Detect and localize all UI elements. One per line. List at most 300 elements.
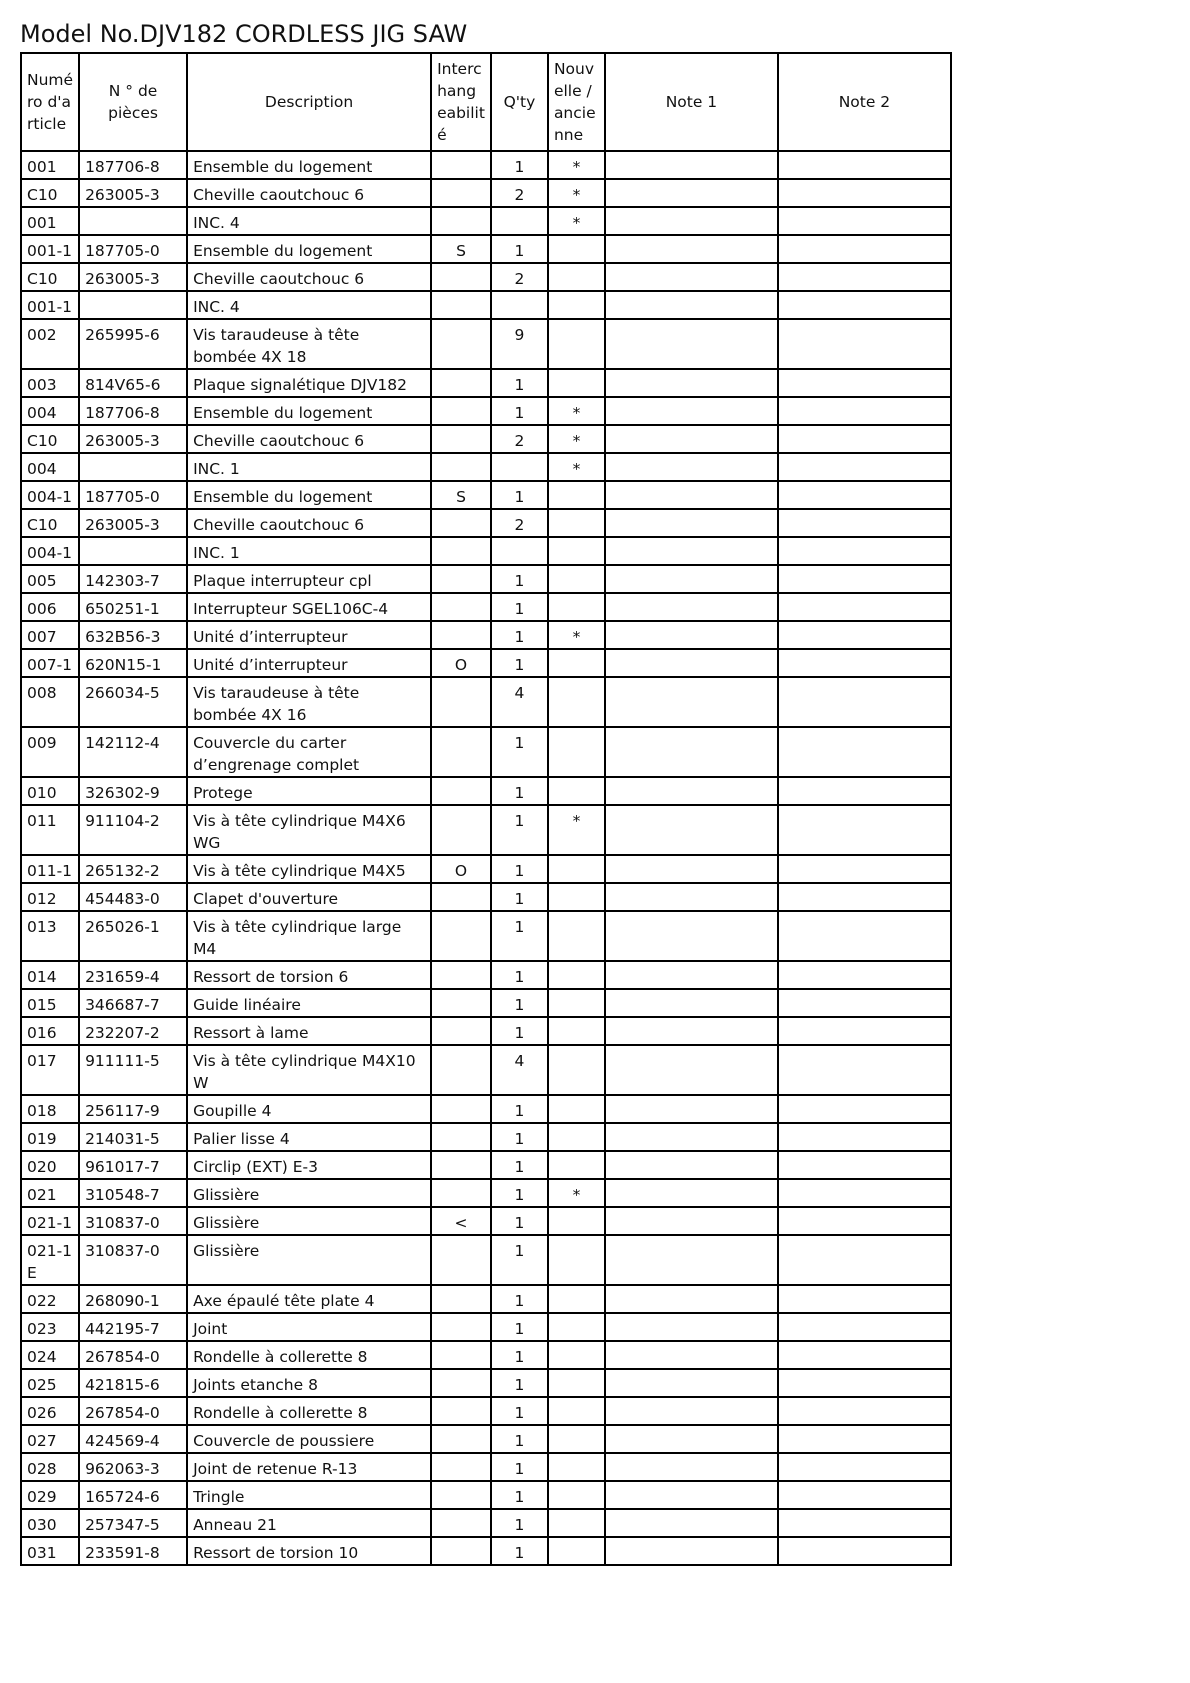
table-row xyxy=(21,1151,951,1179)
cell-note-2 xyxy=(778,565,951,593)
cell-note-1 xyxy=(605,397,778,425)
cell-note-2 xyxy=(778,1151,951,1179)
header-interchangeability: Interc hang eabilit é xyxy=(431,53,491,151)
table-row xyxy=(21,677,951,727)
cell-description: Ensemble du logement xyxy=(187,481,431,509)
cell-new-old xyxy=(548,235,605,263)
cell-interchangeability xyxy=(431,1453,491,1481)
cell-note-1 xyxy=(605,1481,778,1509)
cell-part-number xyxy=(79,453,187,481)
cell-part-number: 214031-5 xyxy=(79,1123,187,1151)
cell-item-number: 017 xyxy=(21,1045,79,1095)
cell-quantity: 1 xyxy=(491,1453,548,1481)
table-row xyxy=(21,1509,951,1537)
cell-new-old xyxy=(548,565,605,593)
cell-note-2 xyxy=(778,1453,951,1481)
cell-new-old xyxy=(548,727,605,777)
cell-note-1 xyxy=(605,565,778,593)
cell-note-2 xyxy=(778,235,951,263)
cell-description: Protege xyxy=(187,777,431,805)
cell-interchangeability xyxy=(431,1425,491,1453)
cell-new-old xyxy=(548,777,605,805)
cell-item-number: 030 xyxy=(21,1509,79,1537)
cell-new-old xyxy=(548,677,605,727)
cell-note-2 xyxy=(778,649,951,677)
cell-quantity: 1 xyxy=(491,883,548,911)
cell-interchangeability xyxy=(431,151,491,179)
cell-note-1 xyxy=(605,1285,778,1313)
cell-part-number: 232207-2 xyxy=(79,1017,187,1045)
table-row xyxy=(21,883,951,911)
cell-description: Cheville caoutchouc 6 xyxy=(187,263,431,291)
cell-item-number: 021-1 xyxy=(21,1207,79,1235)
cell-interchangeability xyxy=(431,911,491,961)
cell-note-2 xyxy=(778,1235,951,1285)
cell-note-1 xyxy=(605,621,778,649)
cell-interchangeability xyxy=(431,1151,491,1179)
cell-interchangeability xyxy=(431,425,491,453)
cell-new-old: * xyxy=(548,179,605,207)
cell-interchangeability xyxy=(431,1369,491,1397)
cell-interchangeability xyxy=(431,727,491,777)
cell-description: Glissière xyxy=(187,1235,431,1285)
cell-interchangeability xyxy=(431,179,491,207)
cell-quantity: 1 xyxy=(491,621,548,649)
table-row xyxy=(21,1235,951,1285)
table-row xyxy=(21,481,951,509)
cell-part-number: 911104-2 xyxy=(79,805,187,855)
cell-part-number: 257347-5 xyxy=(79,1509,187,1537)
table-row xyxy=(21,151,951,179)
cell-note-1 xyxy=(605,235,778,263)
cell-note-2 xyxy=(778,677,951,727)
cell-new-old xyxy=(548,1481,605,1509)
table-row xyxy=(21,1481,951,1509)
cell-note-1 xyxy=(605,649,778,677)
table-row xyxy=(21,911,951,961)
cell-interchangeability xyxy=(431,453,491,481)
cell-new-old xyxy=(548,1285,605,1313)
cell-new-old xyxy=(548,1425,605,1453)
cell-interchangeability xyxy=(431,291,491,319)
cell-quantity: 1 xyxy=(491,1095,548,1123)
cell-part-number: 632B56-3 xyxy=(79,621,187,649)
cell-note-1 xyxy=(605,1095,778,1123)
cell-item-number: 023 xyxy=(21,1313,79,1341)
cell-description: Guide linéaire xyxy=(187,989,431,1017)
cell-description: Cheville caoutchouc 6 xyxy=(187,509,431,537)
cell-new-old xyxy=(548,1397,605,1425)
cell-quantity: 1 xyxy=(491,777,548,805)
cell-note-1 xyxy=(605,1207,778,1235)
cell-part-number: 265132-2 xyxy=(79,855,187,883)
cell-note-1 xyxy=(605,537,778,565)
parts-table xyxy=(20,52,952,1566)
cell-new-old xyxy=(548,509,605,537)
cell-note-1 xyxy=(605,263,778,291)
header-item-number: Numé ro d'a rticle xyxy=(21,53,79,151)
table-row xyxy=(21,1369,951,1397)
cell-item-number: 018 xyxy=(21,1095,79,1123)
table-row xyxy=(21,1123,951,1151)
cell-description: INC. 1 xyxy=(187,453,431,481)
cell-quantity: 1 xyxy=(491,649,548,677)
cell-note-1 xyxy=(605,989,778,1017)
cell-new-old: * xyxy=(548,621,605,649)
cell-note-2 xyxy=(778,425,951,453)
cell-item-number: 011 xyxy=(21,805,79,855)
cell-note-2 xyxy=(778,1425,951,1453)
cell-new-old xyxy=(548,481,605,509)
cell-note-1 xyxy=(605,1235,778,1285)
cell-new-old xyxy=(548,1509,605,1537)
cell-quantity: 1 xyxy=(491,369,548,397)
cell-note-2 xyxy=(778,1095,951,1123)
cell-note-1 xyxy=(605,1313,778,1341)
table-row xyxy=(21,961,951,989)
cell-description: Couvercle de poussiere xyxy=(187,1425,431,1453)
cell-note-1 xyxy=(605,1017,778,1045)
cell-item-number: 009 xyxy=(21,727,79,777)
cell-note-1 xyxy=(605,1509,778,1537)
cell-quantity: 1 xyxy=(491,481,548,509)
cell-quantity: 1 xyxy=(491,911,548,961)
cell-part-number: 256117-9 xyxy=(79,1095,187,1123)
cell-new-old xyxy=(548,1313,605,1341)
header-part-number: N ° de pièces xyxy=(79,53,187,151)
cell-quantity: 1 xyxy=(491,1207,548,1235)
cell-note-2 xyxy=(778,911,951,961)
cell-item-number: 028 xyxy=(21,1453,79,1481)
table-row xyxy=(21,855,951,883)
cell-part-number: 187705-0 xyxy=(79,235,187,263)
cell-note-2 xyxy=(778,1313,951,1341)
cell-part-number: 263005-3 xyxy=(79,179,187,207)
cell-item-number: 004 xyxy=(21,397,79,425)
table-row xyxy=(21,621,951,649)
cell-new-old: * xyxy=(548,453,605,481)
cell-interchangeability xyxy=(431,593,491,621)
cell-quantity: 4 xyxy=(491,1045,548,1095)
cell-note-2 xyxy=(778,855,951,883)
cell-note-1 xyxy=(605,425,778,453)
cell-part-number: 267854-0 xyxy=(79,1341,187,1369)
cell-description: Interrupteur SGEL106C-4 xyxy=(187,593,431,621)
cell-note-1 xyxy=(605,1123,778,1151)
cell-note-1 xyxy=(605,453,778,481)
cell-item-number: 004 xyxy=(21,453,79,481)
cell-quantity: 1 xyxy=(491,1179,548,1207)
cell-item-number: 014 xyxy=(21,961,79,989)
cell-note-2 xyxy=(778,481,951,509)
cell-note-2 xyxy=(778,1123,951,1151)
table-row xyxy=(21,319,951,369)
cell-description: Joints etanche 8 xyxy=(187,1369,431,1397)
cell-quantity: 1 xyxy=(491,593,548,621)
cell-note-1 xyxy=(605,777,778,805)
table-row xyxy=(21,235,951,263)
cell-interchangeability xyxy=(431,263,491,291)
cell-part-number: 268090-1 xyxy=(79,1285,187,1313)
cell-interchangeability xyxy=(431,1045,491,1095)
cell-note-2 xyxy=(778,1341,951,1369)
table-row xyxy=(21,1537,951,1565)
cell-quantity: 1 xyxy=(491,1369,548,1397)
cell-description: Ensemble du logement xyxy=(187,151,431,179)
cell-note-1 xyxy=(605,855,778,883)
cell-new-old xyxy=(548,537,605,565)
cell-quantity: 1 xyxy=(491,397,548,425)
cell-note-1 xyxy=(605,805,778,855)
cell-note-2 xyxy=(778,291,951,319)
cell-item-number: C10 xyxy=(21,263,79,291)
cell-part-number: 961017-7 xyxy=(79,1151,187,1179)
cell-note-2 xyxy=(778,805,951,855)
table-row xyxy=(21,1045,951,1095)
cell-description: INC. 1 xyxy=(187,537,431,565)
cell-note-1 xyxy=(605,727,778,777)
cell-note-1 xyxy=(605,1179,778,1207)
cell-part-number xyxy=(79,537,187,565)
cell-part-number: 267854-0 xyxy=(79,1397,187,1425)
cell-description: Vis à tête cylindrique M4X10 W xyxy=(187,1045,431,1095)
cell-note-1 xyxy=(605,1397,778,1425)
table-row xyxy=(21,649,951,677)
cell-interchangeability xyxy=(431,883,491,911)
cell-new-old xyxy=(548,369,605,397)
cell-description: Vis taraudeuse à tête bombée 4X 18 xyxy=(187,319,431,369)
cell-part-number: 263005-3 xyxy=(79,425,187,453)
cell-item-number: C10 xyxy=(21,509,79,537)
cell-quantity: 1 xyxy=(491,235,548,263)
cell-quantity xyxy=(491,207,548,235)
cell-item-number: 024 xyxy=(21,1341,79,1369)
cell-item-number: 007-1 xyxy=(21,649,79,677)
cell-item-number: 006 xyxy=(21,593,79,621)
cell-part-number: 650251-1 xyxy=(79,593,187,621)
cell-item-number: 026 xyxy=(21,1397,79,1425)
cell-new-old xyxy=(548,1453,605,1481)
cell-description: Tringle xyxy=(187,1481,431,1509)
cell-quantity: 1 xyxy=(491,1017,548,1045)
header-note-1: Note 1 xyxy=(605,53,778,151)
table-row xyxy=(21,1095,951,1123)
cell-part-number: 911111-5 xyxy=(79,1045,187,1095)
cell-note-2 xyxy=(778,397,951,425)
cell-new-old: * xyxy=(548,207,605,235)
cell-item-number: 031 xyxy=(21,1537,79,1565)
cell-description: Anneau 21 xyxy=(187,1509,431,1537)
cell-part-number: 265995-6 xyxy=(79,319,187,369)
cell-description: Vis taraudeuse à tête bombée 4X 16 xyxy=(187,677,431,727)
cell-interchangeability xyxy=(431,1509,491,1537)
cell-description: Rondelle à collerette 8 xyxy=(187,1397,431,1425)
cell-interchangeability xyxy=(431,1095,491,1123)
cell-item-number: 019 xyxy=(21,1123,79,1151)
cell-note-1 xyxy=(605,1369,778,1397)
cell-new-old xyxy=(548,1341,605,1369)
table-row xyxy=(21,805,951,855)
cell-note-1 xyxy=(605,481,778,509)
cell-note-1 xyxy=(605,151,778,179)
cell-quantity: 1 xyxy=(491,565,548,593)
cell-interchangeability xyxy=(431,565,491,593)
cell-part-number: 142303-7 xyxy=(79,565,187,593)
cell-description: Glissière xyxy=(187,1207,431,1235)
cell-item-number: 001-1 xyxy=(21,235,79,263)
cell-interchangeability: O xyxy=(431,855,491,883)
table-row xyxy=(21,397,951,425)
cell-note-2 xyxy=(778,1045,951,1095)
cell-interchangeability xyxy=(431,961,491,989)
cell-item-number: 005 xyxy=(21,565,79,593)
cell-item-number: C10 xyxy=(21,179,79,207)
cell-part-number: 265026-1 xyxy=(79,911,187,961)
cell-part-number: 231659-4 xyxy=(79,961,187,989)
parts-table-body xyxy=(21,151,951,1565)
page-title: Model No.DJV182 CORDLESS JIG SAW xyxy=(20,20,468,48)
cell-item-number: 015 xyxy=(21,989,79,1017)
cell-description: Axe épaulé tête plate 4 xyxy=(187,1285,431,1313)
cell-interchangeability: O xyxy=(431,649,491,677)
cell-note-1 xyxy=(605,291,778,319)
cell-note-1 xyxy=(605,1045,778,1095)
cell-item-number: 021 xyxy=(21,1179,79,1207)
cell-note-1 xyxy=(605,1151,778,1179)
cell-part-number: 142112-4 xyxy=(79,727,187,777)
cell-new-old: * xyxy=(548,425,605,453)
cell-part-number: 424569-4 xyxy=(79,1425,187,1453)
cell-part-number: 165724-6 xyxy=(79,1481,187,1509)
cell-item-number: 021-1 E xyxy=(21,1235,79,1285)
cell-part-number: 310837-0 xyxy=(79,1207,187,1235)
cell-new-old xyxy=(548,593,605,621)
cell-description: INC. 4 xyxy=(187,207,431,235)
cell-quantity: 1 xyxy=(491,1341,548,1369)
table-row xyxy=(21,1285,951,1313)
cell-new-old xyxy=(548,649,605,677)
header-description: Description xyxy=(187,53,431,151)
cell-description: Glissière xyxy=(187,1179,431,1207)
cell-part-number xyxy=(79,207,187,235)
cell-new-old xyxy=(548,989,605,1017)
cell-interchangeability: S xyxy=(431,235,491,263)
cell-new-old xyxy=(548,319,605,369)
table-row xyxy=(21,727,951,777)
cell-quantity: 1 xyxy=(491,1235,548,1285)
cell-part-number: 620N15-1 xyxy=(79,649,187,677)
table-row xyxy=(21,565,951,593)
cell-item-number: 004-1 xyxy=(21,537,79,565)
table-row xyxy=(21,1341,951,1369)
cell-quantity: 2 xyxy=(491,425,548,453)
table-row xyxy=(21,537,951,565)
cell-description: Couvercle du carter d’engrenage complet xyxy=(187,727,431,777)
cell-quantity: 1 xyxy=(491,805,548,855)
table-row xyxy=(21,1017,951,1045)
table-row xyxy=(21,425,951,453)
cell-note-2 xyxy=(778,537,951,565)
cell-note-2 xyxy=(778,369,951,397)
cell-new-old xyxy=(548,1017,605,1045)
cell-description: Joint de retenue R-13 xyxy=(187,1453,431,1481)
cell-note-1 xyxy=(605,509,778,537)
cell-note-2 xyxy=(778,1285,951,1313)
header-note-2: Note 2 xyxy=(778,53,951,151)
cell-note-1 xyxy=(605,1453,778,1481)
cell-new-old xyxy=(548,1235,605,1285)
cell-interchangeability xyxy=(431,677,491,727)
cell-new-old: * xyxy=(548,805,605,855)
cell-note-2 xyxy=(778,593,951,621)
cell-description: Ressort à lame xyxy=(187,1017,431,1045)
cell-note-2 xyxy=(778,883,951,911)
cell-note-1 xyxy=(605,1425,778,1453)
cell-item-number: 012 xyxy=(21,883,79,911)
cell-interchangeability xyxy=(431,1341,491,1369)
cell-interchangeability xyxy=(431,1235,491,1285)
cell-note-1 xyxy=(605,319,778,369)
cell-quantity xyxy=(491,291,548,319)
cell-item-number: C10 xyxy=(21,425,79,453)
cell-interchangeability xyxy=(431,1017,491,1045)
cell-part-number: 442195-7 xyxy=(79,1313,187,1341)
cell-new-old xyxy=(548,1095,605,1123)
cell-part-number: 263005-3 xyxy=(79,509,187,537)
cell-new-old xyxy=(548,1151,605,1179)
cell-description: Ressort de torsion 10 xyxy=(187,1537,431,1565)
table-row xyxy=(21,989,951,1017)
cell-part-number: 962063-3 xyxy=(79,1453,187,1481)
table-row xyxy=(21,1453,951,1481)
cell-new-old xyxy=(548,291,605,319)
cell-quantity xyxy=(491,537,548,565)
cell-new-old xyxy=(548,1537,605,1565)
cell-quantity: 1 xyxy=(491,1285,548,1313)
table-row xyxy=(21,1313,951,1341)
cell-note-2 xyxy=(778,1537,951,1565)
cell-quantity: 1 xyxy=(491,151,548,179)
cell-note-2 xyxy=(778,1017,951,1045)
cell-quantity: 1 xyxy=(491,1397,548,1425)
cell-note-2 xyxy=(778,151,951,179)
cell-quantity: 1 xyxy=(491,1313,548,1341)
cell-quantity: 2 xyxy=(491,509,548,537)
cell-note-1 xyxy=(605,883,778,911)
cell-note-2 xyxy=(778,989,951,1017)
cell-note-2 xyxy=(778,961,951,989)
cell-part-number: 421815-6 xyxy=(79,1369,187,1397)
cell-new-old xyxy=(548,1045,605,1095)
cell-part-number: 187706-8 xyxy=(79,151,187,179)
table-row xyxy=(21,179,951,207)
cell-interchangeability xyxy=(431,777,491,805)
cell-description: Unité d’interrupteur xyxy=(187,621,431,649)
cell-description: Vis à tête cylindrique large M4 xyxy=(187,911,431,961)
cell-new-old xyxy=(548,1123,605,1151)
cell-note-1 xyxy=(605,179,778,207)
cell-part-number: 310837-0 xyxy=(79,1235,187,1285)
cell-interchangeability xyxy=(431,805,491,855)
cell-note-1 xyxy=(605,207,778,235)
cell-part-number: 814V65-6 xyxy=(79,369,187,397)
cell-note-1 xyxy=(605,961,778,989)
cell-new-old: * xyxy=(548,397,605,425)
cell-note-1 xyxy=(605,593,778,621)
table-row xyxy=(21,1179,951,1207)
table-row xyxy=(21,263,951,291)
cell-note-2 xyxy=(778,179,951,207)
